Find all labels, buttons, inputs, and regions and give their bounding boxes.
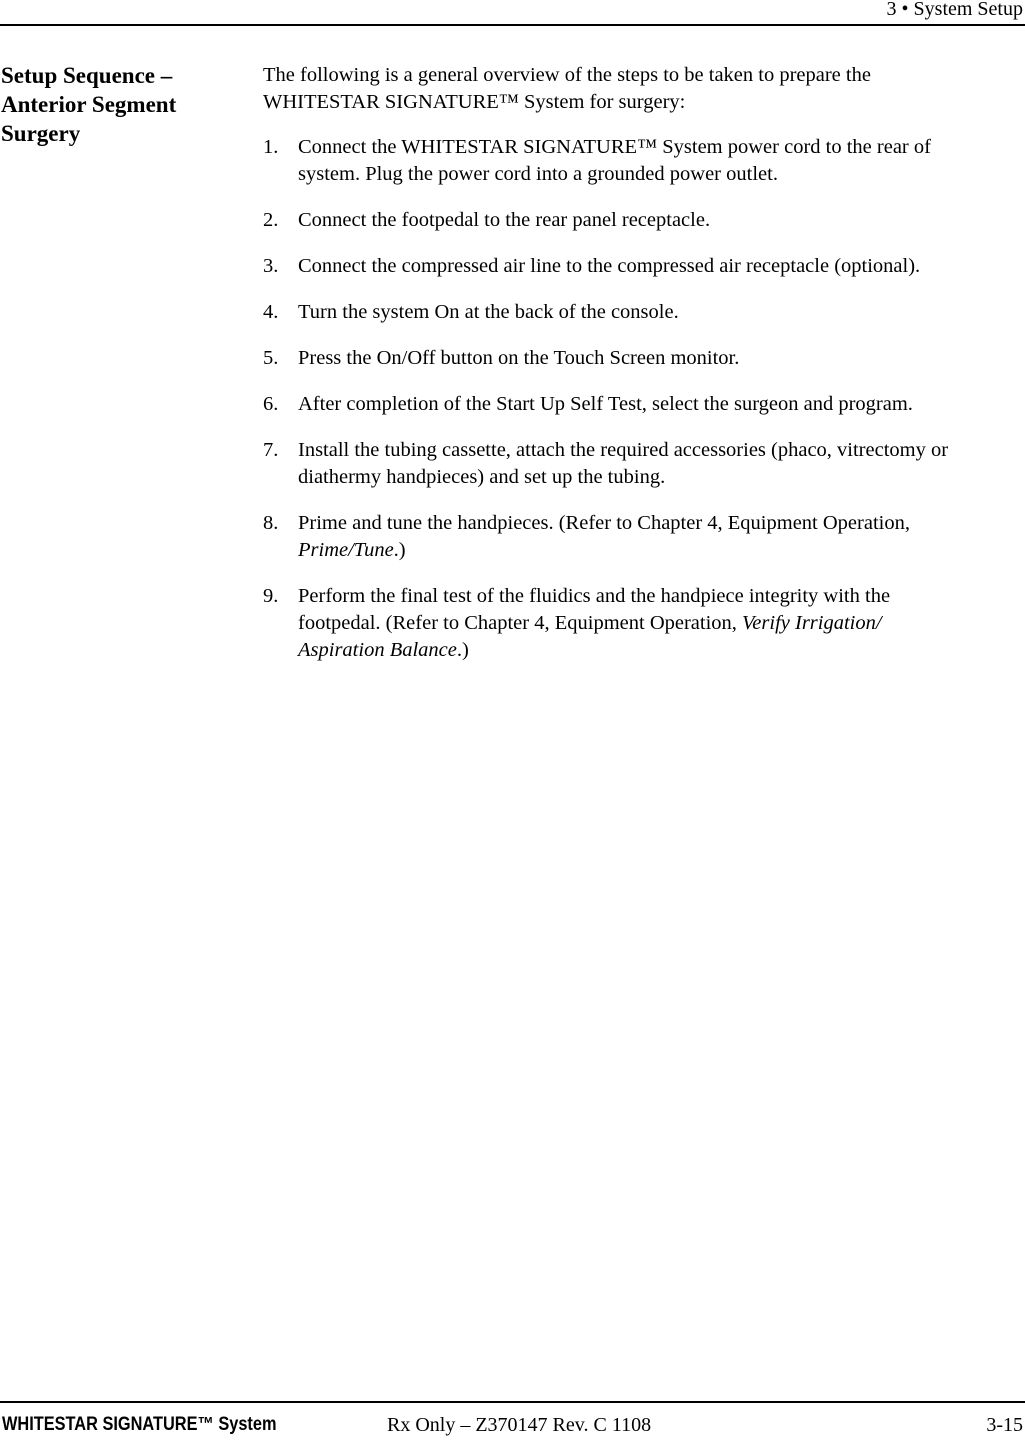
setup-step: [263, 134, 1025, 188]
step-reference-italic: Verify Irrigation/: [742, 612, 882, 634]
step-text: diathermy handpieces) and set up the tubing.: [298, 466, 666, 488]
step-text: Connect the compressed air line to the compressed air receptacle (optional).: [298, 255, 921, 277]
setup-step: [263, 299, 1025, 326]
section-heading-line: Anterior Segment: [1, 92, 177, 117]
step-text-line: [298, 437, 1025, 464]
step-text-line: [298, 583, 1025, 610]
step-text: Perform the final test of the fluidics and the handpiece integrity with the: [298, 585, 891, 607]
step-text-line: [298, 610, 1025, 637]
step-text-line: [298, 510, 1025, 537]
step-text-line: [298, 637, 1025, 664]
intro-paragraph: [263, 62, 1025, 116]
step-text-line: [298, 253, 1025, 280]
step-text-line: [298, 537, 1025, 564]
step-number: 8.: [263, 512, 279, 534]
step-number: 3.: [263, 255, 279, 277]
section-heading-line: Surgery: [1, 121, 81, 146]
step-text-line: [298, 134, 1025, 161]
step-number: 1.: [263, 136, 279, 158]
setup-step: [263, 510, 1025, 564]
step-text-line: [298, 464, 1025, 491]
step-reference-italic: Aspiration Balance: [298, 639, 457, 661]
step-number: 4.: [263, 301, 279, 323]
section-heading-line: Setup Sequence –: [1, 63, 173, 88]
step-number: 5.: [263, 347, 279, 369]
step-text: system. Plug the power cord into a grounded power outlet.: [298, 163, 778, 185]
setup-step: [263, 437, 1025, 491]
section-heading: [1, 61, 241, 148]
step-number: 9.: [263, 585, 279, 607]
footer-rule: [0, 1401, 1025, 1403]
step-text: Connect the footpedal to the rear panel receptacle.: [298, 209, 711, 231]
step-number: 2.: [263, 209, 279, 231]
setup-steps-list: [263, 134, 1025, 664]
step-text: .): [393, 539, 406, 561]
intro-line: The following is a general overview of the steps to be taken to prepare the: [263, 64, 871, 86]
step-text: .): [456, 639, 469, 661]
running-header: 3 • System Setup: [886, 0, 1023, 20]
step-text-line: [298, 207, 1025, 234]
step-text-line: [298, 299, 1025, 326]
setup-step: [263, 391, 1025, 418]
step-number: 7.: [263, 439, 279, 461]
setup-step: [263, 583, 1025, 664]
step-text: footpedal. (Refer to Chapter 4, Equipment Operation,: [298, 612, 743, 634]
setup-step: [263, 253, 1025, 280]
step-text: After completion of the Start Up Self Test, select the surgeon and program.: [298, 393, 913, 415]
setup-step: [263, 345, 1025, 372]
step-text-line: [298, 161, 1025, 188]
footer-rx-revision: Rx Only – Z370147 Rev. C 1108: [387, 1414, 652, 1436]
section-body: [263, 62, 1025, 683]
setup-step: [263, 207, 1025, 234]
step-text: Press the On/Off button on the Touch Screen monitor.: [298, 347, 740, 369]
step-text: Connect the WHITESTAR SIGNATURE™ System power cord to the rear of: [298, 136, 931, 158]
step-text-line: [298, 345, 1025, 372]
step-text: Prime and tune the handpieces. (Refer to Chapter 4, Equipment Operation,: [298, 512, 910, 534]
step-number: 6.: [263, 393, 279, 415]
header-rule: [0, 24, 1025, 26]
intro-line: WHITESTAR SIGNATURE™ System for surgery:: [263, 91, 686, 113]
step-text: Turn the system On at the back of the console.: [298, 301, 679, 323]
step-text-line: [298, 391, 1025, 418]
footer-page-number: 3-15: [986, 1414, 1023, 1436]
step-text: Install the tubing cassette, attach the required accessories (phaco, vitrectomy or: [298, 439, 949, 461]
footer-product-name: WHITESTAR SIGNATURE™ System: [2, 1414, 277, 1435]
step-reference-italic: Prime/Tune: [298, 539, 394, 561]
